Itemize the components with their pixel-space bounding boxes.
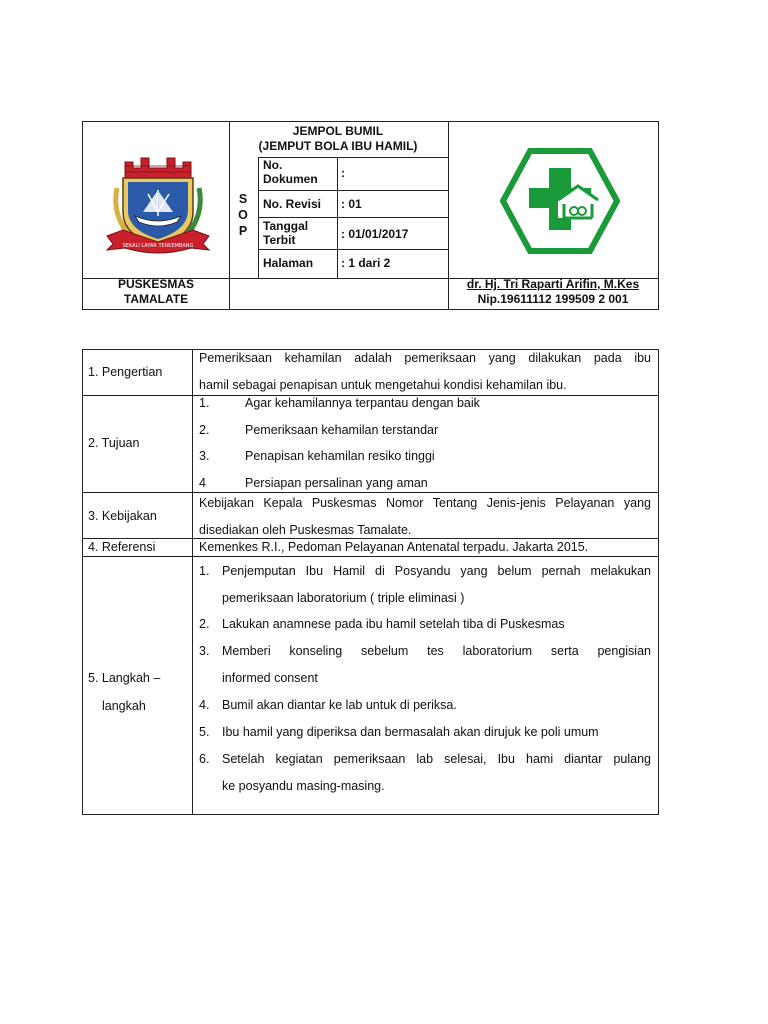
list-item: 4. Bumil akan diantar ke lab untuk di periksa. [199, 698, 457, 712]
list-item: 2. Lakukan anamnese pada ibu hamil setelah tiba di Puskesmas [199, 617, 565, 631]
signatory-nip: Nip.19611112 199509 2 001 [477, 292, 629, 306]
sop-vertical-label [229, 191, 257, 239]
section-text-referensi: Kemenkes R.I., Pedoman Pelayanan Antenatal terpadu. Jakarta 2015. [199, 540, 589, 554]
list-item: 1. Penjemputan Ibu Hamil di Posyandu yang belum pernah melakukan pemeriksaan laboratorium ( triple eliminasi ) [199, 564, 651, 605]
sop-title-line1: JEMPOL BUMIL [292, 124, 384, 138]
city-crest-logo [103, 150, 213, 260]
row-label-no-revisi: No. Revisi [263, 197, 322, 211]
signatory [448, 277, 658, 307]
list-item: 4 Persiapan persalinan yang aman [199, 476, 428, 490]
signatory-name: dr. Hj. Tri Raparti Arifin, M.Kes [466, 277, 640, 291]
sop-letter-p: P [238, 224, 248, 238]
sop-title-line2: (JEMPUT BOLA IBU HAMIL) [258, 139, 418, 153]
svg-text:SEKALI LAYAR TERKEMBANG: SEKALI LAYAR TERKEMBANG [122, 243, 194, 249]
row-value-halaman: : 1 dari 2 [341, 256, 391, 270]
list-item: 6. Setelah kegiatan pemeriksaan lab selesai, Ibu hami diantar pulang ke posyandu masing-masing. [199, 752, 651, 793]
list-item: 3. Penapisan kehamilan resiko tinggi [199, 449, 435, 463]
row-value-no-revisi: : 01 [341, 197, 362, 211]
row-value-no-dokumen: : [341, 166, 345, 180]
row-label-halaman: Halaman [263, 256, 314, 270]
list-item: 5. Ibu hamil yang diperiksa dan bermasalah akan dirujuk ke poli umum [199, 725, 599, 739]
section-label-tujuan: 2. Tujuan [88, 436, 140, 450]
list-item: 1. Agar kehamilannya terpantau dengan baik [199, 396, 480, 410]
sop-letter-o: O [238, 208, 248, 222]
row-label-tanggal-terbit: Tanggal Terbit [263, 219, 309, 247]
puskesmas-name: PUSKESMAS TAMALATE [117, 277, 194, 306]
section-label-referensi: 4. Referensi [88, 540, 156, 554]
row-label-no-dokumen: No. Dokumen [263, 158, 318, 186]
section-text-kebijakan: Kebijakan Kepala Puskesmas Nomor Tentang Jenis-jenis Pelayanan yang disediakan oleh Puskesmas Tamalate. [199, 496, 651, 537]
sop-title [229, 124, 447, 154]
row-value-tanggal-terbit: : 01/01/2017 [341, 227, 409, 241]
section-text-pengertian: Pemeriksaan kehamilan adalah pemeriksaan yang dilakukan pada ibu hamil sebagai penapisan untuk mengetahui kondisi kehamilan ibu. [199, 351, 651, 392]
section-label-kebijakan: 3. Kebijakan [88, 509, 157, 523]
list-item: 3. Memberi konseling sebelum tes laboratorium serta pengisian informed consent [199, 644, 651, 685]
list-item: 2. Pemeriksaan kehamilan terstandar [199, 423, 439, 437]
puskesmas-logo [500, 148, 620, 254]
section-label-langkah: 5. Langkah – langkah [88, 671, 161, 713]
sop-letter-s: S [238, 192, 248, 206]
section-label-pengertian: 1. Pengertian [88, 365, 163, 379]
